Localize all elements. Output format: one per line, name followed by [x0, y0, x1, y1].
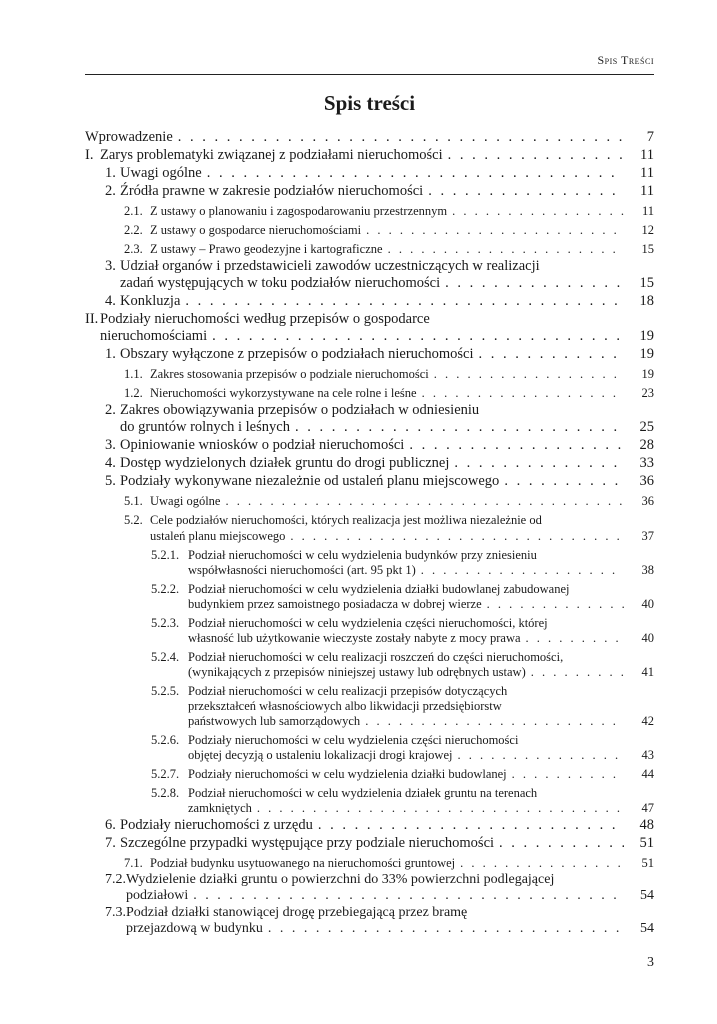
toc-entry-title: (wynikających z przepisów niniejszej ustawy lub odrębnych ustaw)	[188, 665, 526, 679]
toc-entry-page: 37	[641, 529, 654, 543]
toc-entry-page: 38	[641, 563, 654, 577]
toc-entry-number: 5.2.5.	[151, 684, 180, 698]
toc-entry-title: Zakres obowiązywania przepisów o podziałach w odniesieniu	[120, 402, 480, 418]
toc-entry-title: Podział nieruchomości w celu wydzielenia działek gruntu na terenach	[188, 786, 538, 800]
toc-entry-title: Podział nieruchomości w celu wydzielenia części nieruchomości, której	[188, 616, 548, 630]
page-number: 3	[647, 955, 654, 970]
toc-entry-page: 7	[646, 129, 654, 145]
toc-entry-title: Podział nieruchomości w celu realizacji roszczeń do części nieruchomości,	[188, 650, 564, 664]
toc-entry-page: 33	[639, 455, 654, 471]
dot-leader	[366, 222, 624, 238]
toc-entry-page: 25	[639, 419, 654, 435]
running-head: Spis Treści	[597, 53, 654, 67]
toc-entry[interactable]	[85, 311, 654, 345]
toc-entry-page: 36	[639, 473, 654, 489]
toc-entry-page: 15	[639, 275, 654, 291]
toc-entry[interactable]	[85, 258, 654, 292]
toc-entry-number: 5.2.3.	[151, 616, 180, 630]
toc-entry[interactable]	[85, 650, 654, 680]
toc-entry[interactable]	[85, 366, 654, 382]
toc-entry-title: Z ustawy o gospodarce nieruchomościami	[150, 223, 362, 237]
dot-leader	[445, 275, 624, 292]
toc-entry-number: 1.	[105, 165, 116, 181]
toc-entry[interactable]	[85, 203, 654, 219]
toc-entry[interactable]	[85, 473, 654, 490]
toc-entry-page: 11	[640, 165, 654, 181]
toc-entry-title: ustaleń planu miejscowego	[150, 529, 286, 543]
toc-entry-page: 51	[639, 835, 654, 851]
toc-entry-title: współwłasności nieruchomości (art. 95 pkt 1)	[188, 563, 416, 577]
toc-entry-number: 1.2.	[124, 386, 143, 400]
toc-entry[interactable]	[85, 582, 654, 612]
dot-leader	[454, 455, 624, 472]
dot-leader	[428, 183, 624, 200]
toc-entry-page: 48	[639, 817, 654, 833]
toc-entry-title: Uwagi ogólne	[150, 494, 221, 508]
dot-leader	[388, 241, 624, 257]
dot-leader	[178, 129, 624, 146]
toc-entry-title: Podział działki stanowiącej drogę przebiegającą przez bramę	[126, 905, 468, 920]
toc-entry-title: zamkniętych	[188, 801, 252, 815]
toc-entry-number: 3.	[105, 437, 116, 453]
toc-entry-title: Podziały nieruchomości z urzędu	[120, 817, 313, 833]
toc-entry-number: 5.2.4.	[151, 650, 180, 664]
toc-entry-page: 43	[641, 748, 654, 762]
page-title: Spis treści	[323, 91, 416, 115]
toc-entry-page: 41	[641, 665, 654, 679]
dot-leader	[504, 473, 624, 490]
toc-entry[interactable]	[85, 402, 654, 436]
toc-entry-title: Podział nieruchomości w celu wydzielenia budynków przy zniesieniu	[188, 548, 537, 562]
dot-leader	[212, 328, 624, 345]
toc-entry[interactable]	[85, 346, 654, 363]
toc-entry-page: 42	[641, 714, 654, 728]
toc-entry-title: Opiniowanie wniosków o podział nieruchomości	[120, 437, 405, 453]
toc-entry-title: zadań występujących w toku podziałów nieruchomości	[120, 275, 441, 291]
toc-entry-page: 19	[639, 346, 654, 362]
toc-entry-title: Nieruchomości wykorzystywane na cele rolne i leśne	[150, 386, 417, 400]
table-of-contents	[85, 128, 654, 937]
toc-entry-title: Szczególne przypadki występujące przy podziale nieruchomości	[120, 835, 495, 851]
toc-entry[interactable]	[85, 183, 654, 200]
dot-leader	[268, 921, 624, 937]
toc-entry-number: 7.1.	[124, 856, 143, 870]
dot-leader	[318, 817, 624, 834]
dot-leader	[185, 293, 624, 310]
toc-entry-title: przejazdową w budynku	[126, 921, 263, 936]
toc-entry[interactable]	[85, 905, 654, 937]
toc-entry-title: Podział budynku usytuowanego na nieruchomości gruntowej	[150, 856, 456, 870]
toc-entry-page: 12	[641, 223, 654, 237]
toc-entry-title: Wprowadzenie	[85, 129, 173, 145]
dot-leader	[207, 165, 624, 182]
toc-entry[interactable]	[85, 165, 654, 182]
dot-leader	[225, 493, 624, 509]
toc-entry-number: 4.	[105, 293, 116, 309]
toc-entry[interactable]	[85, 767, 654, 782]
toc-entry-page: 28	[639, 437, 654, 453]
toc-entry-page: 51	[641, 856, 654, 870]
toc-entry[interactable]	[85, 293, 654, 310]
toc-entry[interactable]	[85, 548, 654, 578]
toc-entry-title: Dostęp wydzielonych działek gruntu do drogi publicznej	[120, 455, 450, 471]
toc-entry-page: 54	[640, 888, 654, 903]
dot-leader	[365, 714, 624, 729]
toc-entry-title: Uwagi ogólne	[120, 165, 202, 181]
toc-entry-page: 18	[639, 293, 654, 309]
dot-leader	[409, 437, 624, 454]
toc-entry[interactable]	[85, 241, 654, 257]
toc-entry-page: 54	[640, 921, 654, 936]
dot-leader	[460, 855, 624, 871]
dot-leader	[448, 147, 624, 164]
toc-entry-number: 5.1.	[124, 494, 143, 508]
header-rule	[85, 74, 654, 75]
dot-leader	[193, 888, 624, 904]
toc-entry-page: 11	[640, 147, 654, 163]
toc-entry-number: 1.1.	[124, 367, 143, 381]
toc-entry-number: 4.	[105, 455, 116, 471]
dot-leader	[479, 346, 624, 363]
toc-entry-page: 40	[641, 597, 654, 611]
toc-entry-number: 3.	[105, 258, 116, 274]
toc-entry-number: II.	[85, 311, 99, 327]
toc-entry-title: Podziały nieruchomości w celu wydzielenia działki budowlanej	[188, 767, 507, 781]
toc-entry-number: 5.2.1.	[151, 548, 180, 562]
toc-entry-number: 5.2.2.	[151, 582, 180, 596]
toc-entry[interactable]	[85, 129, 654, 146]
toc-entry-number: 7.2.	[105, 872, 126, 887]
toc-entry-number: 2.	[105, 402, 116, 418]
toc-entry[interactable]	[85, 493, 654, 509]
toc-entry[interactable]	[85, 684, 654, 729]
dot-leader	[434, 366, 624, 382]
toc-entry-page: 11	[640, 183, 654, 199]
toc-entry-title: państwowych lub samorządowych	[188, 714, 361, 728]
toc-entry-title: Cele podziałów nieruchomości, których realizacja jest możliwa niezależnie od	[150, 513, 542, 527]
toc-entry-title: Źródła prawne w zakresie podziałów nieruchomości	[120, 183, 424, 199]
toc-entry-title: Podziały nieruchomości w celu wydzielenia części nieruchomości	[188, 733, 519, 747]
toc-entry-number: 1.	[105, 346, 116, 362]
toc-entry[interactable]	[85, 872, 654, 904]
toc-entry[interactable]	[85, 817, 654, 834]
toc-entry-title: Wydzielenie działki gruntu o powierzchni do 33% powierzchni podlegającej	[126, 872, 555, 887]
toc-entry-page: 36	[641, 494, 654, 508]
toc-entry-number: 6.	[105, 817, 116, 833]
toc-entry[interactable]	[85, 786, 654, 816]
toc-entry-title: Podziały wykonywane niezależnie od ustaleń planu miejscowego	[120, 473, 500, 489]
toc-entry-number: 5.2.8.	[151, 786, 180, 800]
toc-entry-page: 40	[641, 631, 654, 645]
toc-entry-title: Podział nieruchomości w celu wydzielenia działki budowlanej zabudowanej	[188, 582, 570, 596]
toc-entry-number: 2.2.	[124, 223, 143, 237]
toc-entry[interactable]	[85, 835, 654, 852]
toc-entry-title: Z ustawy – Prawo geodezyjne i kartograficzne	[150, 242, 383, 256]
dot-leader	[295, 419, 624, 436]
toc-entry-title: podziałowi	[126, 888, 189, 903]
dot-leader	[257, 801, 624, 816]
dot-leader	[531, 665, 624, 680]
toc-entry-title: własność lub użytkowanie wieczyste zostały nabyte z mocy prawa	[188, 631, 521, 645]
toc-entry[interactable]	[85, 437, 654, 454]
toc-entry[interactable]	[85, 147, 654, 164]
toc-entry-title: Podziały nieruchomości według przepisów o gospodarce	[100, 311, 430, 327]
toc-entry[interactable]	[85, 733, 654, 763]
dot-leader	[499, 835, 624, 852]
toc-entry-title: Obszary wyłączone z przepisów o podziałach nieruchomości	[120, 346, 474, 362]
toc-entry-page: 47	[641, 801, 654, 815]
dot-leader	[421, 563, 624, 578]
toc-entry[interactable]	[85, 455, 654, 472]
toc-entry[interactable]	[85, 855, 654, 871]
toc-entry-title: objętej decyzją o ustaleniu lokalizacji drogi krajowej	[188, 748, 453, 762]
toc-entry-page: 23	[641, 386, 654, 400]
toc-entry-page: 11	[641, 204, 654, 218]
toc-entry-number: 5.	[105, 473, 116, 489]
toc-entry-title: do gruntów rolnych i leśnych	[120, 419, 290, 435]
toc-entry-title: Konkluzja	[120, 293, 181, 309]
dot-leader	[512, 767, 624, 782]
toc-entry-number: 2.3.	[124, 242, 143, 256]
dot-leader	[457, 748, 624, 763]
dot-leader	[452, 203, 624, 219]
toc-entry-number: 2.	[105, 183, 116, 199]
toc-entry-number: 7.3.	[105, 905, 126, 920]
toc-entry-page: 19	[641, 367, 654, 381]
toc-entry[interactable]	[85, 512, 654, 544]
toc-entry-number: 7.	[105, 835, 116, 851]
toc-entry-title: przekształceń własnościowych albo likwidacji przedsiębiorstw	[188, 699, 502, 713]
toc-entry-title: Zarys problematyki związanej z podziałami nieruchomości	[100, 147, 443, 163]
toc-entry[interactable]	[85, 385, 654, 401]
toc-entry-page: 19	[639, 328, 654, 344]
toc-entry-page: 44	[641, 767, 654, 781]
toc-entry-title: budynkiem przez samoistnego posiadacza w dobrej wierze	[188, 597, 482, 611]
toc-entry-number: 5.2.7.	[151, 767, 180, 781]
toc-entry-title: nieruchomościami	[100, 328, 208, 344]
dot-leader	[487, 597, 624, 612]
toc-entry-title: Udział organów i przedstawicieli zawodów uczestniczących w realizacji	[120, 258, 540, 274]
toc-entry-number: I.	[85, 147, 94, 163]
toc-entry-title: Z ustawy o planowaniu i zagospodarowaniu przestrzennym	[150, 204, 448, 218]
dot-leader	[290, 528, 624, 544]
toc-entry[interactable]	[85, 616, 654, 646]
toc-entry-number: 5.2.	[124, 513, 143, 527]
toc-entry-title: Podział nieruchomości w celu realizacji przepisów dotyczących	[188, 684, 508, 698]
toc-entry-page: 15	[641, 242, 654, 256]
toc-entry-number: 2.1.	[124, 204, 143, 218]
dot-leader	[422, 385, 624, 401]
toc-entry-title: Zakres stosowania przepisów o podziale nieruchomości	[150, 367, 429, 381]
dot-leader	[526, 631, 624, 646]
toc-entry-number: 5.2.6.	[151, 733, 180, 747]
toc-entry[interactable]	[85, 222, 654, 238]
